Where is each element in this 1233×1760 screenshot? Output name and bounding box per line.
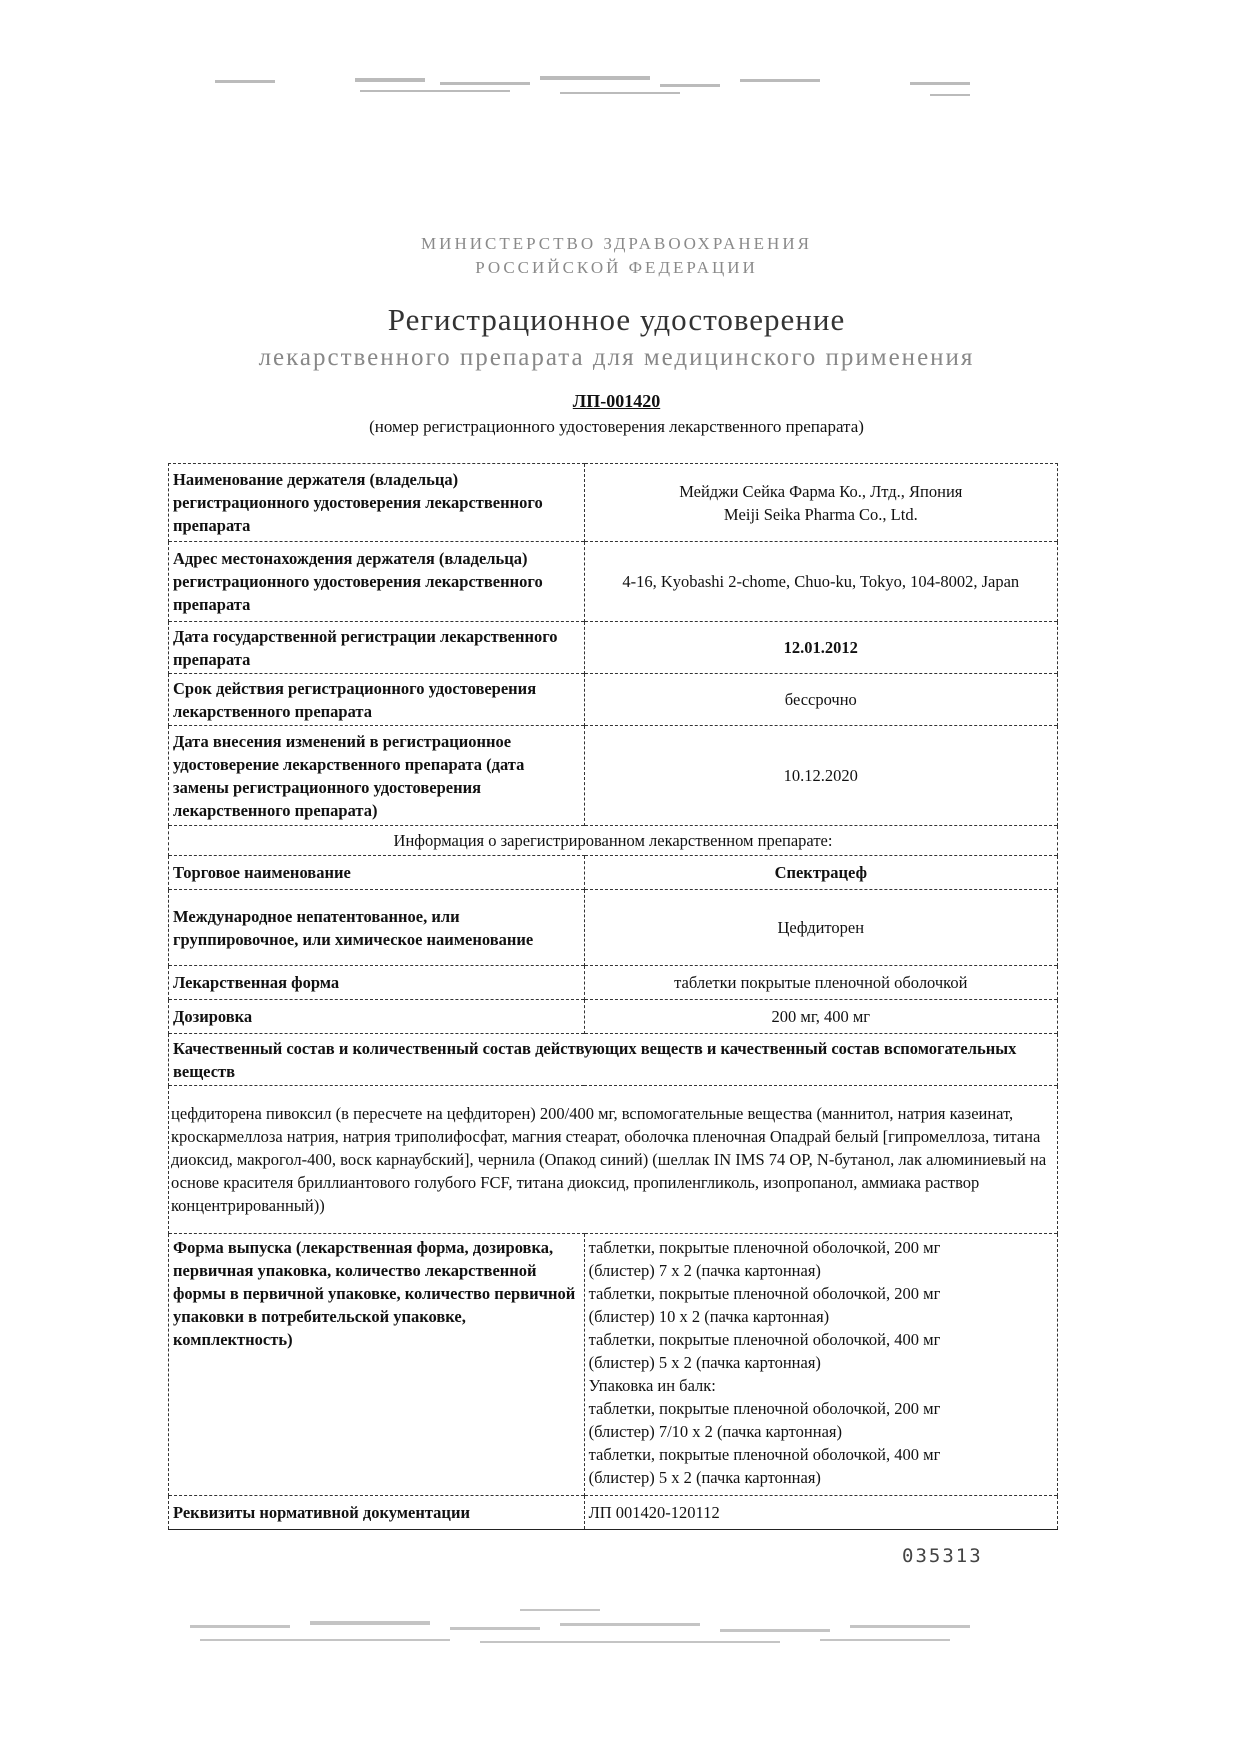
holder-value [584,464,1057,542]
release-form-row [169,1234,1058,1496]
registration-date-value: 12.01.2012 [584,622,1057,674]
changes-date-row [169,726,1058,826]
document-subtitle: лекарственного препарата для медицинского применения [258,344,975,371]
certificate-table [168,463,1058,1530]
validity-value: бессрочно [584,674,1057,726]
registration-number-note: (номер регистрационного удостоверения лекарственного препарата) [369,417,864,436]
release-line: (блистер) 7 х 2 (пачка картонная) [588,1261,821,1280]
trade-name-label: Торговое наименование [169,856,585,890]
dosage-form-value: таблетки покрытые пленочной оболочкой [584,966,1057,1000]
info-heading-row [169,826,1058,856]
release-line: таблетки, покрытые пленочной оболочкой, 200 мг [588,1284,941,1303]
dose-label: Дозировка [169,1000,585,1034]
trade-name-value: Спектрацеф [584,856,1057,890]
changes-date-value: 10.12.2020 [584,726,1057,826]
release-line: (блистер) 5 х 2 (пачка картонная) [588,1468,821,1487]
holder-name-ru: Мейджи Сейка Фарма Ко., Лтд., Япония [679,481,963,501]
release-line: (блистер) 7/10 х 2 (пачка картонная) [588,1422,842,1441]
release-line: таблетки, покрытые пленочной оболочкой, 200 мг [588,1238,941,1257]
validity-label: Срок действия регистрационного удостоверения лекарственного препарата [169,674,585,726]
release-form-value [584,1234,1057,1496]
ministry-line-2: РОССИЙСКОЙ ФЕДЕРАЦИИ [475,258,758,277]
inn-row [169,890,1058,966]
changes-date-label: Дата внесения изменений в регистрационное удостоверение лекарственного препарата (дата замены регистрационного удостоверения лекарственного препарата) [169,726,585,826]
normative-label: Реквизиты нормативной документации [169,1496,585,1530]
address-label: Адрес местонахождения держателя (владельца) регистрационного удостоверения лекарственного препарата [169,542,585,622]
bottom-scan-noise [0,1605,1233,1665]
composition-heading-row [169,1034,1058,1086]
stamp-number: 035313 [902,1545,983,1567]
holder-label: Наименование держателя (владельца) регистрационного удостоверения лекарственного препарата [169,464,585,542]
release-form-label: Форма выпуска (лекарственная форма, дозировка, первичная упаковка, количество лекарственной формы в первичной упаковке, количество первичной упаковки в потребительской упаковке, комплектность) [169,1234,585,1496]
dosage-form-row [169,966,1058,1000]
release-line: (блистер) 5 х 2 (пачка картонная) [588,1353,821,1372]
registration-date-label: Дата государственной регистрации лекарственного препарата [169,622,585,674]
dose-row [169,1000,1058,1034]
info-heading: Информация о зарегистрированном лекарственном препарате: [169,826,1058,856]
composition-value: цефдиторена пивоксил (в пересчете на цефдиторен) 200/400 мг, вспомогательные вещества (маннитол, натрия казеинат, кроскармеллоза натрия, натрия триполифосфат, магния стеарат, оболочка пленочная Опадрай белый [гипромеллоза, титана диоксид, макрогол-400, воск карнаубский], чернила (Опакод синий) (шеллак IN IMS 74 OP, N-бутанол, лак алюминиевый на основе красителя бриллиантового голубого FCF, титана диоксид, пропиленгликоль, изопропанол, аммиака раствор концентрированный)) [169,1086,1058,1234]
ministry-line-1: МИНИСТЕРСТВО ЗДРАВООХРАНЕНИЯ [421,234,812,253]
composition-label: Качественный состав и количественный состав действующих веществ и качественный состав вспомогательных веществ [169,1034,1058,1086]
release-line: таблетки, покрытые пленочной оболочкой, 400 мг [588,1445,941,1464]
validity-row [169,674,1058,726]
normative-value: ЛП 001420-120112 [584,1496,1057,1530]
dose-value: 200 мг, 400 мг [584,1000,1057,1034]
release-line: таблетки, покрытые пленочной оболочкой, 200 мг [588,1399,941,1418]
ministry-header [0,232,1233,280]
registration-number: ЛП-001420 [572,391,661,411]
holder-name-en: Meiji Seika Pharma Co., Ltd. [723,504,918,524]
release-line: (блистер) 10 х 2 (пачка картонная) [588,1307,830,1326]
composition-text-row [169,1086,1058,1234]
address-value: 4-16, Kyobashi 2-chome, Chuo-ku, Tokyo, 104-8002, Japan [584,542,1057,622]
release-line: таблетки, покрытые пленочной оболочкой, 400 мг [588,1330,941,1349]
inn-value: Цефдиторен [584,890,1057,966]
dosage-form-label: Лекарственная форма [169,966,585,1000]
document-title: Регистрационное удостоверение [387,302,846,337]
top-scan-noise [0,70,1233,110]
inn-label: Международное непатентованное, или группировочное, или химическое наименование [169,890,585,966]
trade-name-row [169,856,1058,890]
registration-date-row [169,622,1058,674]
address-row [169,542,1058,622]
release-line: Упаковка ин балк: [588,1376,716,1395]
holder-row [169,464,1058,542]
normative-row [169,1496,1058,1530]
